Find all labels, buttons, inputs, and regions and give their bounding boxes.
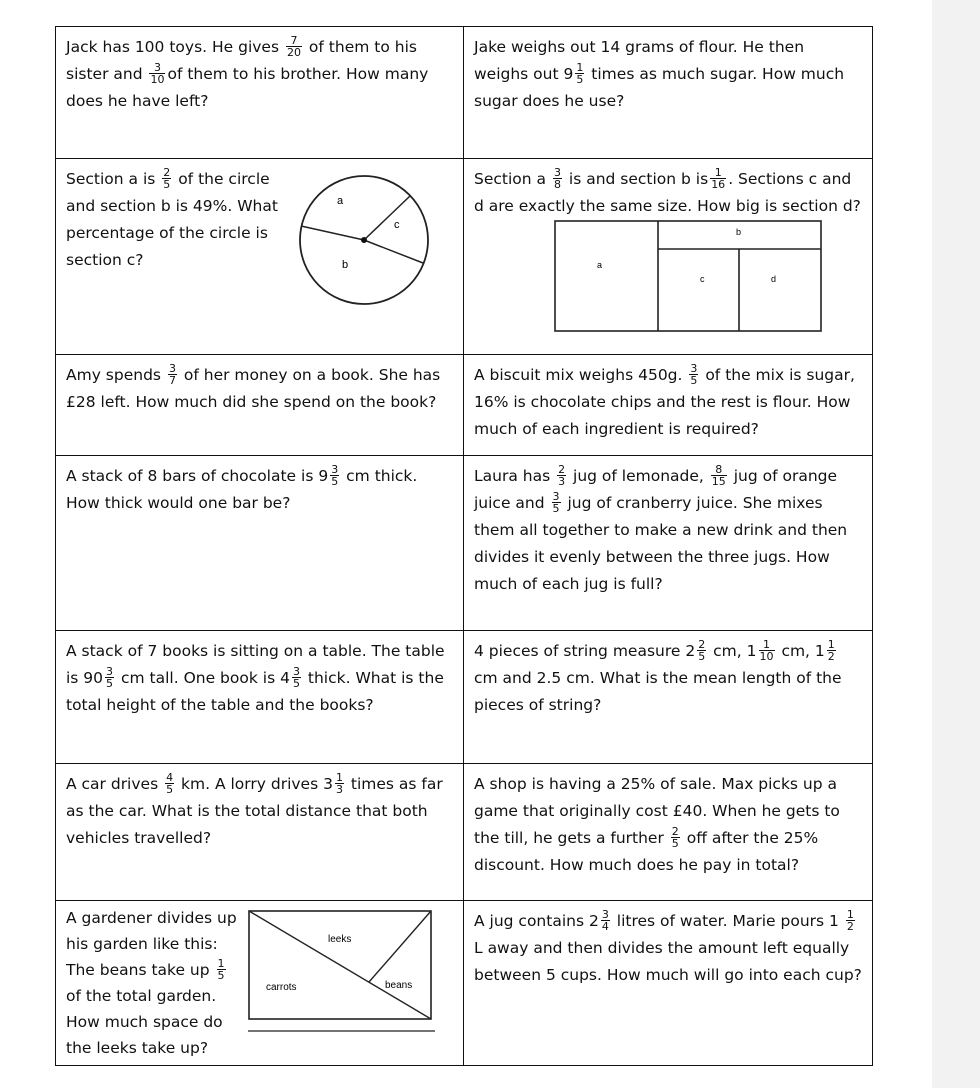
q1-text-1: Jack has 100 toys. He gives bbox=[66, 38, 280, 56]
circle-radius-2 bbox=[364, 196, 410, 240]
q9-f1-num: 3 bbox=[106, 665, 114, 678]
question-grid bbox=[55, 26, 873, 1066]
q11-f1-num: 4 bbox=[166, 771, 174, 784]
q11-fraction-2 bbox=[335, 772, 344, 795]
rect-outline bbox=[555, 221, 821, 331]
q4-f2-num: 1 bbox=[710, 167, 726, 179]
q2-f1-den: 5 bbox=[576, 73, 584, 86]
circle-label-b: b bbox=[342, 259, 349, 271]
q10-text-3: cm, 1 bbox=[781, 642, 825, 660]
garden-split bbox=[369, 911, 431, 982]
q10-f2-den: 10 bbox=[759, 650, 774, 663]
q7-f1-den: 5 bbox=[331, 475, 339, 488]
q6-f1-den: 5 bbox=[690, 374, 698, 387]
garden-diagonal bbox=[249, 911, 431, 1019]
q3-f1-den: 5 bbox=[163, 178, 171, 191]
question-cell-4 bbox=[464, 159, 873, 355]
q11-f2-den: 3 bbox=[335, 783, 343, 796]
q14-fraction-2 bbox=[846, 909, 855, 932]
q14-text-1: A jug contains 2 bbox=[474, 912, 599, 930]
garden-diagram bbox=[248, 910, 440, 1035]
q6-text-1: A biscuit mix weighs 450g. bbox=[474, 366, 683, 384]
q8-f1-den: 3 bbox=[558, 475, 566, 488]
q11-fraction-1 bbox=[165, 772, 174, 795]
q10-fraction-3 bbox=[827, 639, 836, 662]
q3-fraction-1 bbox=[162, 167, 171, 190]
q1-text-2: of them to his sister and bbox=[66, 38, 417, 83]
q9-text-2: cm tall. One book is 4 bbox=[120, 669, 290, 687]
q9-f2-den: 5 bbox=[292, 677, 300, 690]
q14-fraction-1 bbox=[601, 909, 610, 932]
q8-f3-den: 5 bbox=[552, 502, 560, 515]
q12-text-1: A shop is having a 25% of sale. Max picks up a game that originally cost £40. When he gets to the till, he gets a further bbox=[474, 775, 840, 847]
q4-text-1: Section a bbox=[474, 170, 547, 188]
q10-fraction-2 bbox=[759, 639, 775, 662]
q6-f1-num: 3 bbox=[690, 362, 698, 375]
q13-f1-num: 1 bbox=[217, 957, 225, 970]
q5-f1-num: 3 bbox=[168, 362, 176, 375]
question-cell-3 bbox=[56, 159, 464, 355]
q1-f1-num: 7 bbox=[286, 35, 302, 47]
q11-f1-den: 5 bbox=[166, 783, 174, 796]
circle-label-a: a bbox=[337, 195, 344, 207]
q8-f2-num: 8 bbox=[711, 464, 727, 476]
q13-f1-den: 5 bbox=[217, 969, 225, 982]
q2-text-1: Jake weighs out 14 grams of flour. He then weighs out 9 bbox=[474, 38, 805, 83]
rect-label-b: b bbox=[736, 227, 742, 237]
q6-fraction-1 bbox=[689, 363, 698, 386]
question-cell-2 bbox=[464, 27, 873, 159]
q1-f2-den: 10 bbox=[150, 73, 165, 86]
q14-text-2: litres of water. Marie pours 1 bbox=[616, 912, 839, 930]
q12-fraction-1 bbox=[671, 826, 680, 849]
q1-f1-den: 20 bbox=[286, 46, 301, 59]
q6-text-2: of the mix is sugar, 16% is chocolate chips and the rest is flour. How much of each ingredient is required? bbox=[474, 366, 855, 438]
q10-f2-num: 1 bbox=[759, 639, 775, 651]
q7-f1-num: 3 bbox=[331, 463, 339, 476]
q4-fraction-1 bbox=[553, 167, 562, 190]
q8-fraction-1 bbox=[557, 464, 566, 487]
q7-text-2: cm thick. How thick would one bar be? bbox=[66, 467, 418, 512]
q8-text-4: jug of cranberry juice. She mixes them all together to make a new drink and then divides it evenly between the three jugs. How much of each jug is full? bbox=[474, 494, 848, 593]
q14-f1-den: 4 bbox=[601, 920, 609, 933]
q2-f1-num: 1 bbox=[576, 61, 584, 74]
q7-text-1: A stack of 8 bars of chocolate is 9 bbox=[66, 467, 329, 485]
question-cell-13 bbox=[56, 901, 464, 1066]
q13-text-2: of the total garden. How much space do the leeks take up? bbox=[66, 987, 223, 1057]
q8-text-2: jug of lemonade, bbox=[573, 467, 704, 485]
q7-fraction-1 bbox=[330, 464, 339, 487]
q14-text-3: L away and then divides the amount left equally between 5 cups. How much will go into each cup? bbox=[474, 939, 862, 984]
q4-f2-den: 16 bbox=[711, 178, 726, 191]
q8-fraction-3 bbox=[552, 491, 561, 514]
q11-text-3: times as far as the car. What is the total distance that both vehicles travelled? bbox=[66, 775, 443, 847]
garden-label-leeks: leeks bbox=[328, 934, 352, 945]
q9-f2-num: 3 bbox=[292, 665, 300, 678]
q14-f2-den: 2 bbox=[846, 920, 854, 933]
circle-center bbox=[361, 237, 367, 243]
q10-fraction-1 bbox=[697, 639, 706, 662]
q12-f1-num: 2 bbox=[671, 825, 679, 838]
garden-label-beans: beans bbox=[385, 980, 413, 991]
q1-fraction-2 bbox=[149, 62, 165, 85]
rectangle-diagram bbox=[554, 220, 824, 335]
q8-fraction-2 bbox=[711, 464, 727, 487]
q3-text-1: Section a is bbox=[66, 170, 156, 188]
q11-f2-num: 1 bbox=[335, 771, 343, 784]
q1-f2-num: 3 bbox=[149, 62, 165, 74]
question-cell-9 bbox=[56, 631, 464, 764]
question-cell-14 bbox=[464, 901, 873, 1066]
q10-f1-num: 2 bbox=[698, 638, 706, 651]
q10-text-1: 4 pieces of string measure 2 bbox=[474, 642, 696, 660]
rect-label-c: c bbox=[700, 274, 705, 284]
q2-text-2: times as much sugar. How much sugar does he use? bbox=[474, 65, 845, 110]
q4-text-3: . Sections c and d are exactly the same size. How big is section d? bbox=[474, 170, 861, 215]
q8-f3-num: 3 bbox=[552, 490, 560, 503]
question-cell-7 bbox=[56, 456, 464, 631]
q9-fraction-1 bbox=[105, 666, 114, 689]
q9-text-1: A stack of 7 books is sitting on a table. The table is 90 bbox=[66, 642, 445, 687]
q8-text-1: Laura has bbox=[474, 467, 551, 485]
q14-f2-num: 1 bbox=[846, 908, 854, 921]
circle-diagram bbox=[294, 170, 434, 310]
q14-f1-num: 3 bbox=[601, 908, 609, 921]
question-cell-6 bbox=[464, 355, 873, 456]
q3-f1-num: 2 bbox=[163, 166, 171, 179]
q4-fraction-2 bbox=[710, 167, 726, 190]
q5-text-1: Amy spends bbox=[66, 366, 161, 384]
q10-text-2: cm, 1 bbox=[713, 642, 757, 660]
q8-f1-num: 2 bbox=[558, 463, 566, 476]
question-cell-1 bbox=[56, 27, 464, 159]
q10-f3-num: 1 bbox=[827, 638, 835, 651]
q11-text-1: A car drives bbox=[66, 775, 159, 793]
rect-label-d: d bbox=[771, 274, 777, 284]
circle-label-c: c bbox=[394, 219, 400, 231]
q13-fraction-1 bbox=[217, 958, 226, 981]
question-cell-8 bbox=[464, 456, 873, 631]
q4-f1-num: 3 bbox=[553, 166, 561, 179]
q9-f1-den: 5 bbox=[106, 677, 114, 690]
q10-f3-den: 2 bbox=[827, 650, 835, 663]
q5-f1-den: 7 bbox=[168, 374, 176, 387]
q5-text-2: of her money on a book. She has £28 left. How much did she spend on the book? bbox=[66, 366, 441, 411]
q5-fraction-1 bbox=[168, 363, 177, 386]
q10-f1-den: 5 bbox=[698, 650, 706, 663]
question-cell-11 bbox=[56, 764, 464, 901]
q12-text-2: off after the 25% discount. How much does he pay in total? bbox=[474, 829, 819, 874]
q4-f1-den: 8 bbox=[553, 178, 561, 191]
q2-fraction-1 bbox=[575, 62, 584, 85]
question-cell-10 bbox=[464, 631, 873, 764]
q9-text-3: thick. What is the total height of the table and the books? bbox=[66, 669, 444, 714]
q3-text-2: of the circle and section b is 49%. What percentage of the circle is section c? bbox=[66, 170, 278, 269]
q11-text-2: km. A lorry drives 3 bbox=[181, 775, 333, 793]
q4-text-2: is and section b is bbox=[568, 170, 709, 188]
question-cell-12 bbox=[464, 764, 873, 901]
q8-text-3: jug of orange juice and bbox=[474, 467, 838, 512]
q13-text-1: A gardener divides up his garden like this: The beans take up bbox=[66, 909, 237, 979]
question-cell-5 bbox=[56, 355, 464, 456]
q1-fraction-1 bbox=[286, 35, 302, 58]
rect-label-a: a bbox=[597, 260, 603, 270]
circle-radius-1 bbox=[301, 226, 364, 240]
q10-text-4: cm and 2.5 cm. What is the mean length of the pieces of string? bbox=[474, 669, 842, 714]
q1-text-3: of them to his brother. How many does he have left? bbox=[66, 65, 429, 110]
q8-f2-den: 15 bbox=[711, 475, 726, 488]
circle-radius-3 bbox=[364, 240, 423, 263]
q12-f1-den: 5 bbox=[671, 837, 679, 850]
q9-fraction-2 bbox=[292, 666, 301, 689]
garden-label-carrots: carrots bbox=[266, 982, 297, 993]
